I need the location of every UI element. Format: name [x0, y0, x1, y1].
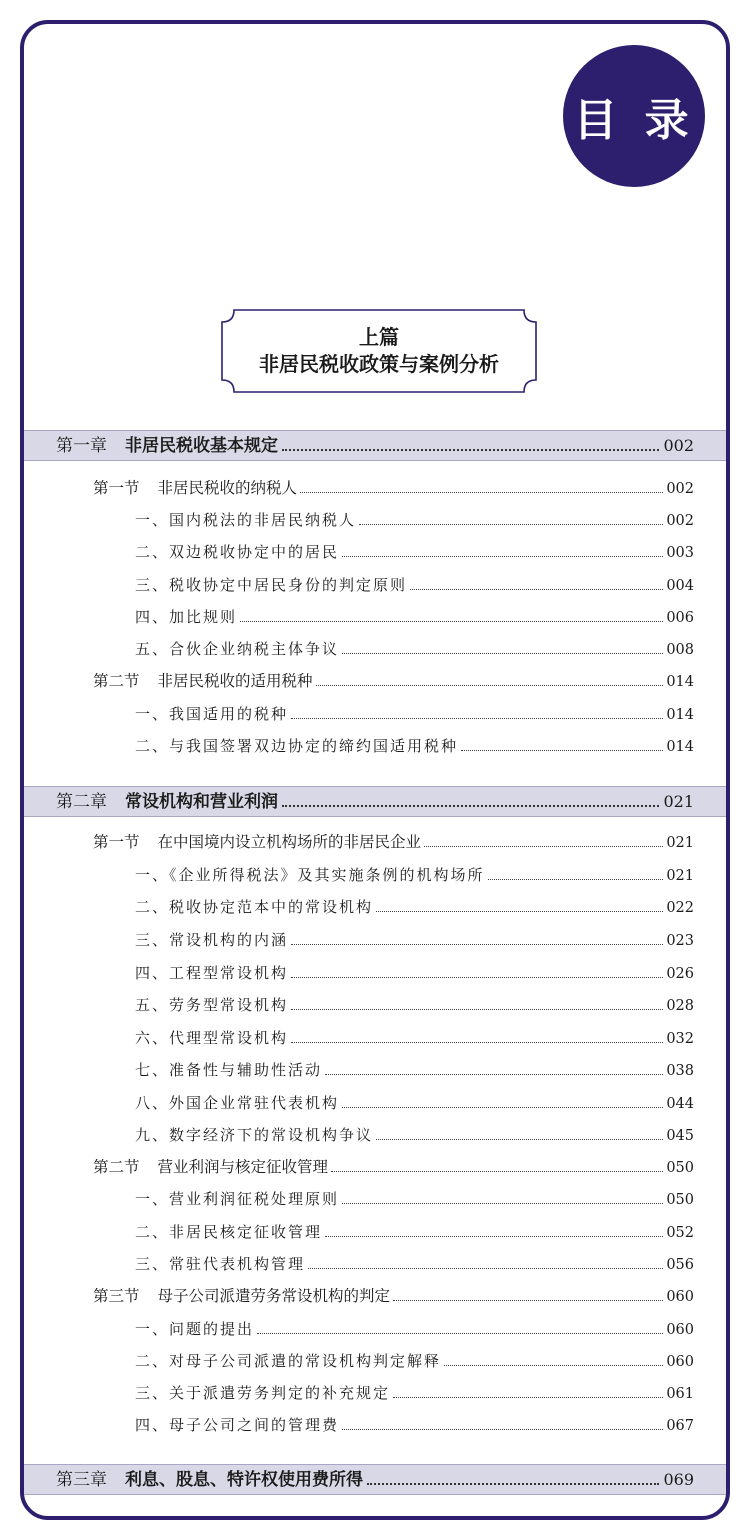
chapter-number: 第三章: [56, 1470, 107, 1490]
item-title: 二、与我国签署双边协定的缔约国适用税种: [135, 737, 459, 755]
item-title: 六、代理型常设机构: [135, 1029, 289, 1047]
chapter-row[interactable]: [24, 786, 726, 817]
part-label: 上篇: [359, 325, 399, 349]
item-title: 一、问题的提出: [135, 1320, 255, 1338]
page-number: 050: [666, 1192, 694, 1208]
section-title: 非居民税收的适用税种: [157, 672, 313, 690]
page-number: 003: [666, 545, 694, 561]
item-row[interactable]: [135, 1187, 694, 1211]
item-title: 三、常设机构的内涵: [135, 931, 289, 949]
item-title: 五、劳务型常设机构: [135, 996, 289, 1014]
dot-leader: [291, 1009, 663, 1010]
page-number: 069: [663, 1470, 694, 1489]
section-number: 第三节: [93, 1287, 140, 1305]
section-row[interactable]: [93, 1155, 694, 1179]
dot-leader: [393, 1300, 663, 1301]
dot-leader: [331, 1171, 663, 1172]
dot-leader: [257, 1333, 663, 1334]
item-title: 一、我国适用的税种: [135, 705, 289, 723]
item-title: 四、加比规则: [135, 608, 238, 626]
item-row[interactable]: [135, 1058, 694, 1082]
page-number: 014: [666, 707, 694, 723]
section-number: 第二节: [93, 672, 140, 690]
dot-leader: [282, 449, 659, 451]
dot-leader: [359, 524, 663, 525]
item-title: 一、国内税法的非居民纳税人: [135, 511, 357, 529]
item-title: 五、合伙企业纳税主体争议: [135, 640, 340, 658]
dot-leader: [424, 846, 663, 847]
dot-leader: [444, 1365, 663, 1366]
section-title: 营业利润与核定征收管理: [157, 1158, 329, 1176]
item-row[interactable]: [135, 1252, 694, 1276]
item-title: 九、数字经济下的常设机构争议: [135, 1126, 374, 1144]
dot-leader: [325, 1236, 663, 1237]
section-row[interactable]: [93, 476, 694, 500]
page-number: 032: [666, 1031, 694, 1047]
item-row[interactable]: [135, 1413, 694, 1437]
item-title: 三、关于派遣劳务判定的补充规定: [135, 1384, 391, 1402]
dot-leader: [342, 1107, 663, 1108]
dot-leader: [342, 653, 663, 654]
item-row[interactable]: [135, 1317, 694, 1341]
section-number: 第一节: [93, 479, 140, 497]
dot-leader: [316, 685, 664, 686]
item-row[interactable]: [135, 734, 694, 758]
item-title: 四、母子公司之间的管理费: [135, 1416, 340, 1434]
page-number: 002: [666, 481, 694, 497]
chapter-title: 利息、股息、特许权使用费所得: [125, 1470, 363, 1490]
chapter-row[interactable]: [24, 430, 726, 461]
chapter-row[interactable]: [24, 1464, 726, 1495]
dot-leader: [342, 1429, 663, 1430]
page-number: 002: [663, 436, 694, 455]
part-title-box: [220, 308, 538, 394]
dot-leader: [376, 1139, 663, 1140]
page-number: 021: [666, 835, 694, 851]
page-number: 023: [666, 933, 694, 949]
dot-leader: [291, 944, 663, 945]
dot-leader: [325, 1074, 663, 1075]
page-number: 014: [666, 739, 694, 755]
item-title: 四、工程型常设机构: [135, 964, 289, 982]
page-number: 022: [666, 900, 694, 916]
item-title: 三、常驻代表机构管理: [135, 1255, 306, 1273]
toc-badge-text: 目 录: [573, 95, 695, 146]
chapter-title: 常设机构和营业利润: [125, 792, 278, 812]
item-row[interactable]: [135, 637, 694, 661]
page-number: 021: [663, 792, 694, 811]
section-row[interactable]: [93, 830, 694, 854]
item-row[interactable]: [135, 993, 694, 1017]
item-row[interactable]: [135, 928, 694, 952]
dot-leader: [367, 1483, 659, 1485]
page-number: 067: [666, 1418, 694, 1434]
part-title: 非居民税收政策与案例分析: [259, 352, 499, 376]
dot-leader: [342, 556, 663, 557]
dot-leader: [376, 911, 663, 912]
page-number: 014: [666, 674, 694, 690]
page-number: 060: [666, 1322, 694, 1338]
dot-leader: [282, 805, 659, 807]
page-number: 050: [666, 1160, 694, 1176]
item-row[interactable]: [135, 1123, 694, 1147]
dot-leader: [291, 977, 663, 978]
page-number: 056: [666, 1257, 694, 1273]
item-row[interactable]: [135, 1091, 694, 1115]
page-number: 028: [666, 998, 694, 1014]
item-row[interactable]: [135, 508, 694, 532]
dot-leader: [342, 1203, 663, 1204]
chapter-number: 第二章: [56, 792, 107, 812]
item-title: 八、外国企业常驻代表机构: [135, 1094, 340, 1112]
section-title: 非居民税收的纳税人: [157, 479, 298, 497]
item-title: 三、税收协定中居民身份的判定原则: [135, 576, 408, 594]
toc-badge: [563, 45, 705, 187]
item-row[interactable]: [135, 702, 694, 726]
item-row[interactable]: [135, 1220, 694, 1244]
page-number: 004: [666, 578, 694, 594]
page-number: 026: [666, 966, 694, 982]
item-title: 二、非居民核定征收管理: [135, 1223, 323, 1241]
section-row[interactable]: [93, 1284, 694, 1308]
page-number: 021: [666, 868, 694, 884]
section-number: 第一节: [93, 833, 140, 851]
item-row[interactable]: [135, 961, 694, 985]
dot-leader: [291, 718, 663, 719]
page-number: 061: [666, 1386, 694, 1402]
item-row[interactable]: [135, 1381, 694, 1405]
dot-leader: [461, 750, 663, 751]
page-number: 052: [666, 1225, 694, 1241]
item-title: 二、双边税收协定中的居民: [135, 543, 340, 561]
section-title: 母子公司派遣劳务常设机构的判定: [157, 1287, 391, 1305]
item-title: 二、税收协定范本中的常设机构: [135, 898, 374, 916]
item-row[interactable]: [135, 1349, 694, 1373]
item-row[interactable]: [135, 540, 694, 564]
dot-leader: [393, 1397, 663, 1398]
item-row[interactable]: [135, 1026, 694, 1050]
item-title: 二、对母子公司派遣的常设机构判定解释: [135, 1352, 442, 1370]
page-number: 006: [666, 610, 694, 626]
item-row[interactable]: [135, 895, 694, 919]
dot-leader: [300, 492, 663, 493]
dot-leader: [240, 621, 663, 622]
section-number: 第二节: [93, 1158, 140, 1176]
item-title: 一、《企业所得税法》及其实施条例的机构场所: [135, 866, 485, 884]
dot-leader: [488, 879, 664, 880]
page-number: 045: [666, 1128, 694, 1144]
item-title: 七、准备性与辅助性活动: [135, 1061, 323, 1079]
page-number: 002: [666, 513, 694, 529]
dot-leader: [291, 1042, 663, 1043]
section-row[interactable]: [93, 669, 694, 693]
item-row[interactable]: [135, 863, 694, 887]
dot-leader: [410, 589, 663, 590]
chapter-title: 非居民税收基本规定: [125, 436, 278, 456]
section-title: 在中国境内设立机构场所的非居民企业: [157, 833, 422, 851]
page-number: 060: [666, 1354, 694, 1370]
dot-leader: [308, 1268, 663, 1269]
chapter-number: 第一章: [56, 436, 107, 456]
page-number: 060: [666, 1289, 694, 1305]
page-number: 044: [666, 1096, 694, 1112]
item-row[interactable]: [135, 573, 694, 597]
page-number: 008: [666, 642, 694, 658]
item-title: 一、营业利润征税处理原则: [135, 1190, 340, 1208]
page-number: 038: [666, 1063, 694, 1079]
item-row[interactable]: [135, 605, 694, 629]
